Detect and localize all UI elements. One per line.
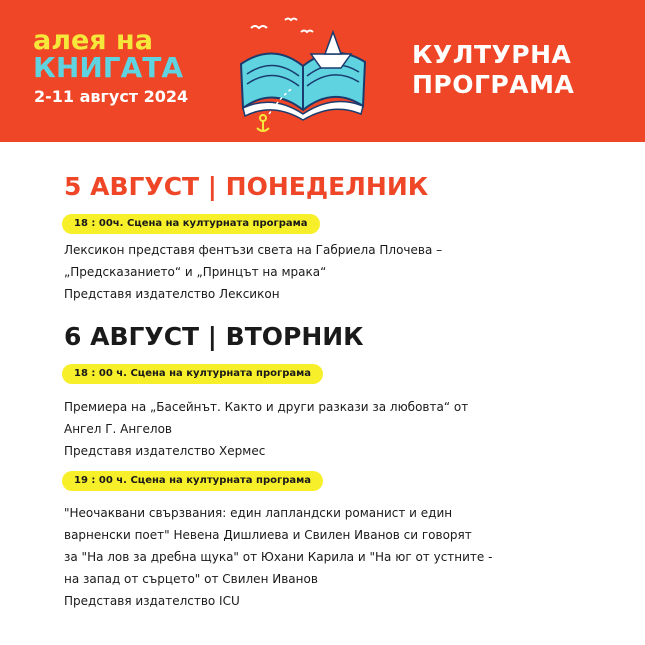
- event-line: варненски поет" Невена Дишлиева и Свилен Иванов си говорят: [64, 528, 472, 542]
- event-line: на запад от сърцето" от Свилен Иванов: [64, 572, 318, 586]
- day-heading-aug-6: 6 АВГУСТ | ВТОРНИК: [64, 322, 364, 351]
- event-line: Лексикон представя фентъзи света на Габриела Плочева –: [64, 243, 443, 257]
- logo-line-2: КНИГАТА: [33, 51, 184, 84]
- event-time: 19 : 00 ч.: [74, 475, 127, 486]
- event-time: 18 : 00 ч.: [74, 368, 127, 379]
- event-line: Премиера на „Басейнът. Както и други разкази за любовта“ от: [64, 400, 469, 414]
- event-line: Представя издателство Хермес: [64, 444, 266, 458]
- book-with-paper-boat-icon: [233, 14, 373, 134]
- event-place: Сцена на културната програма: [130, 368, 312, 379]
- program-title-line-1: КУЛТУРНА: [412, 40, 572, 69]
- event-time: 18 : 00ч.: [74, 218, 124, 229]
- event-line: „Предсказанието“ и „Принцът на мрака“: [64, 265, 327, 279]
- program-title: [412, 40, 612, 100]
- event-place: Сцена на културната програма: [130, 475, 312, 486]
- event-time-pill: [62, 471, 323, 491]
- event-time-pill: [62, 214, 320, 234]
- event-line: Представя издателство Лексикон: [64, 287, 280, 301]
- event-description: [64, 396, 594, 462]
- event-description: [64, 239, 594, 305]
- event-line: Ангел Г. Ангелов: [64, 422, 172, 436]
- day-heading-aug-5: 5 АВГУСТ | ПОНЕДЕЛНИК: [64, 172, 429, 201]
- event-line: за "На лов за дребна щука" от Юхани Карила и "На юг от устните -: [64, 550, 493, 564]
- event-time-pill: [62, 364, 323, 384]
- header-banner: [0, 0, 645, 142]
- logo-line-1: алея на: [33, 25, 153, 56]
- event-place: Сцена на културната програма: [126, 218, 308, 229]
- event-line: Представя издателство ICU: [64, 594, 240, 608]
- event-line: "Неочаквани свързвания: един лапландски романист и един: [64, 506, 453, 520]
- program-title-line-2: ПРОГРАМА: [412, 70, 575, 99]
- event-description: [64, 502, 594, 612]
- logo-dates: 2-11 август 2024: [34, 87, 189, 106]
